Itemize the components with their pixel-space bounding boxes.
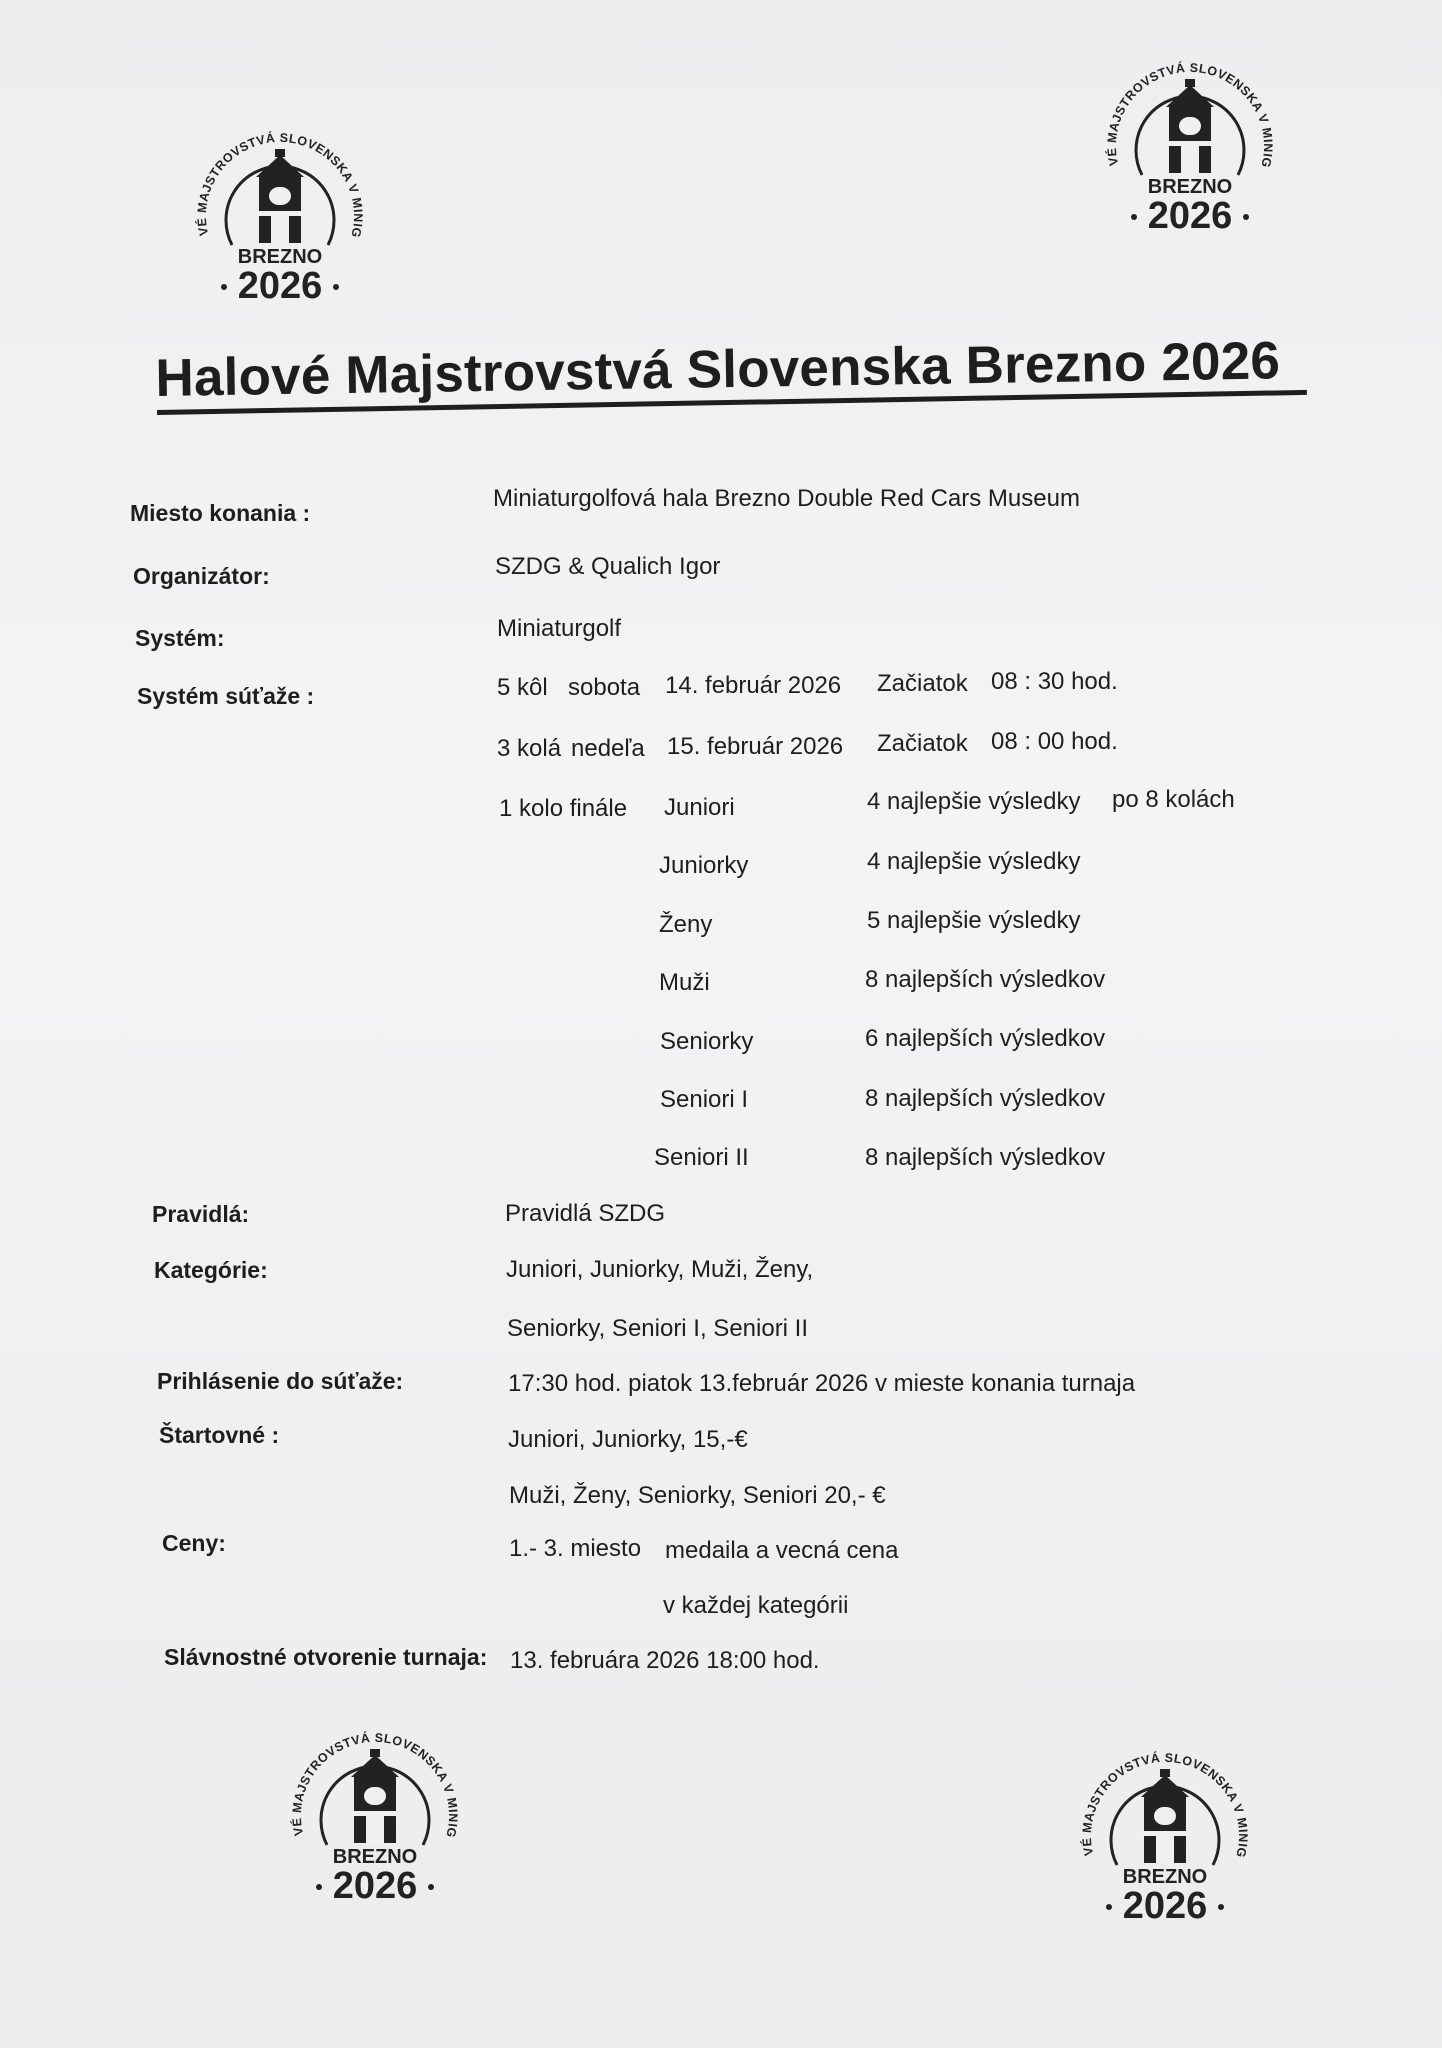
svg-text:2026: 2026: [1147, 195, 1233, 237]
categories-line-2: Seniorky, Seniori I, Seniori II: [507, 1315, 809, 1342]
svg-text:HALOVÉ MAJSTROVSTVÁ SLOVENSKA: VÉ MAJSTROVSTVÁ SLOVENSKA V MINIG: [1104, 60, 1276, 170]
final-category: Seniorky: [660, 1028, 754, 1055]
brezno-2026-logo: [275, 1715, 475, 1915]
system-label: Systém:: [135, 625, 225, 651]
final-qualifiers: 8 najlepších výsledkov: [865, 966, 1106, 993]
final-qualifiers: 4 najlepšie výsledky: [867, 788, 1081, 815]
brezno-2026-logo: [1090, 45, 1290, 245]
rules-label: Pravidlá:: [152, 1201, 250, 1227]
saturday-rounds: 5 kôl: [497, 674, 548, 701]
final-qualifiers: 4 najlepšie výsledky: [867, 848, 1081, 875]
sunday-start-time: 08 : 00 hod.: [991, 728, 1118, 755]
opening-value: 13. februára 2026 18:00 hod.: [510, 1647, 820, 1674]
final-category: Muži: [659, 969, 710, 996]
prizes-note: v každej kategórii: [663, 1592, 849, 1619]
categories-line-1: Juniori, Juniorky, Muži, Ženy,: [506, 1256, 814, 1283]
svg-text:2026: 2026: [237, 265, 323, 307]
sunday-start-label: Začiatok: [877, 730, 968, 757]
svg-text:HALOVÉ MAJSTROVSTVÁ SLOVENSKA: VÉ MAJSTROVSTVÁ SLOVENSKA V MINIG: [1079, 1750, 1251, 1860]
svg-text:2026: 2026: [1122, 1885, 1208, 1927]
competition-system-label: Systém súťaže :: [137, 683, 315, 709]
venue-value: Miniaturgolfová hala Brezno Double Red Cars Museum: [493, 485, 1080, 512]
organizer-label: Organizátor:: [133, 563, 270, 589]
rules-value: Pravidlá SZDG: [505, 1200, 666, 1227]
sunday-day: nedeľa: [571, 735, 645, 762]
final-qualifiers: 8 najlepších výsledkov: [865, 1085, 1106, 1112]
prizes-places: 1.- 3. miesto: [509, 1535, 642, 1562]
brezno-2026-logo: [1065, 1735, 1265, 1935]
final-category: Juniori: [664, 794, 735, 821]
logo-emblem: [1090, 45, 1290, 245]
sunday-rounds: 3 kolá: [497, 735, 562, 762]
svg-text:BREZNO: BREZNO: [332, 1846, 418, 1868]
brezno-2026-logo: [180, 115, 380, 315]
final-round-label: 1 kolo finále: [499, 795, 628, 822]
registration-value: 17:30 hod. piatok 13.február 2026 v mieste konania turnaja: [508, 1370, 1136, 1397]
svg-text:2026: 2026: [332, 1865, 418, 1907]
page-title: Halové Majstrovstvá Slovenska Brezno 2026: [155, 331, 1281, 408]
saturday-start-time: 08 : 30 hod.: [991, 668, 1118, 695]
categories-label: Kategórie:: [154, 1257, 268, 1283]
prizes-value: medaila a vecná cena: [665, 1537, 899, 1564]
final-qualifiers: 5 najlepšie výsledky: [867, 907, 1081, 934]
saturday-start-label: Začiatok: [877, 670, 968, 697]
svg-text:HALOVÉ MAJSTROVSTVÁ SLOVENSKA: VÉ MAJSTROVSTVÁ SLOVENSKA V MINIG: [289, 1730, 461, 1840]
system-value: Miniaturgolf: [497, 615, 622, 642]
organizer-value: SZDG & Qualich Igor: [495, 553, 721, 580]
final-category: Seniori II: [654, 1144, 749, 1171]
svg-text:HALOVÉ MAJSTROVSTVÁ SLOVENSKA: VÉ MAJSTROVSTVÁ SLOVENSKA V MINIG: [194, 130, 366, 240]
logo-emblem: [275, 1715, 475, 1915]
sunday-date: 15. február 2026: [667, 733, 844, 760]
venue-label: Miesto konania :: [130, 500, 311, 526]
svg-text:BREZNO: BREZNO: [237, 246, 323, 268]
logo-emblem: [1065, 1735, 1265, 1935]
fee-line-2: Muži, Ženy, Seniorky, Seniori 20,- €: [509, 1482, 886, 1509]
opening-label: Slávnostné otvorenie turnaja:: [164, 1644, 488, 1670]
saturday-day: sobota: [568, 674, 641, 701]
fee-label: Štartovné :: [159, 1422, 280, 1448]
registration-label: Prihlásenie do súťaže:: [157, 1368, 404, 1394]
final-qualifiers: 6 najlepších výsledkov: [865, 1025, 1106, 1052]
final-category: Juniorky: [659, 852, 749, 879]
final-category: Seniori I: [660, 1086, 749, 1113]
prizes-label: Ceny:: [162, 1530, 226, 1556]
final-note: po 8 kolách: [1112, 786, 1235, 813]
svg-text:BREZNO: BREZNO: [1122, 1866, 1208, 1888]
saturday-date: 14. február 2026: [665, 672, 842, 699]
final-qualifiers: 8 najlepších výsledkov: [865, 1144, 1106, 1171]
fee-line-1: Juniori, Juniorky, 15,-€: [508, 1426, 748, 1453]
logo-emblem: [180, 115, 380, 315]
svg-text:BREZNO: BREZNO: [1147, 176, 1233, 198]
final-category: Ženy: [659, 911, 713, 938]
